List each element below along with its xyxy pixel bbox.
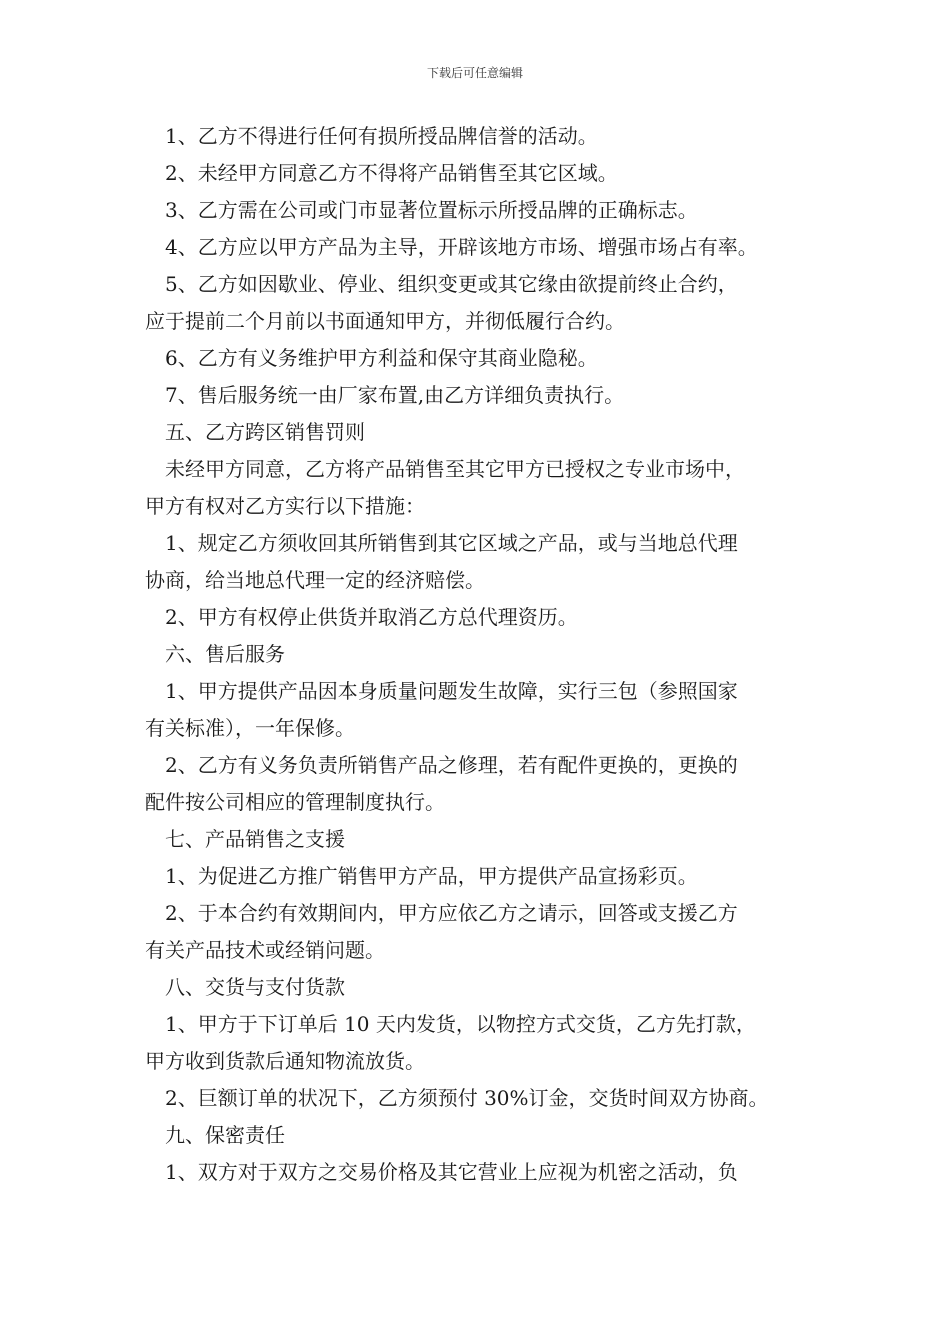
paragraph-line: 4、乙方应以甲方产品为主导，开辟该地方市场、增强市场占有率。 — [165, 235, 758, 259]
section-heading: 八、交货与支付货款 — [165, 975, 345, 999]
section-heading: 九、保密责任 — [165, 1123, 285, 1147]
paragraph-line: 有关标准），一年保修。 — [145, 716, 355, 740]
paragraph-line: 6、乙方有义务维护甲方利益和保守其商业隐秘。 — [165, 346, 598, 370]
paragraph-line: 5、乙方如因歇业、停业、组织变更或其它缘由欲提前终止合约， — [165, 272, 738, 296]
paragraph-line: 1、甲方于下订单后 10 天内发货，以物控方式交货，乙方先打款， — [165, 1012, 756, 1036]
paragraph-line: 1、为促进乙方推广销售甲方产品，甲方提供产品宣扬彩页。 — [165, 864, 698, 888]
paragraph-line: 应于提前二个月前以书面通知甲方，并彻低履行合约。 — [145, 309, 625, 333]
paragraph-line: 甲方收到货款后通知物流放货。 — [145, 1049, 425, 1073]
document-body — [145, 118, 825, 1191]
section-heading: 七、产品销售之支援 — [165, 827, 345, 851]
paragraph-line: 配件按公司相应的管理制度执行。 — [145, 790, 445, 814]
page-header: 下载后可任意编辑 — [426, 66, 523, 80]
paragraph-line: 2、乙方有义务负责所销售产品之修理，若有配件更换的，更换的 — [165, 753, 738, 777]
paragraph-line: 未经甲方同意，乙方将产品销售至其它甲方已授权之专业市场中， — [165, 457, 745, 481]
paragraph-line: 7、售后服务统一由厂家布置,由乙方详细负责执行。 — [165, 383, 625, 407]
paragraph-line: 2、甲方有权停止供货并取消乙方总代理资历。 — [165, 605, 578, 629]
paragraph-line: 甲方有权对乙方实行以下措施： — [145, 494, 425, 518]
paragraph-line: 有关产品技术或经销问题。 — [145, 938, 385, 962]
paragraph-line: 1、规定乙方须收回其所销售到其它区域之产品，或与当地总代理 — [165, 531, 738, 555]
paragraph-line: 2、未经甲方同意乙方不得将产品销售至其它区域。 — [165, 161, 618, 185]
paragraph-line: 2、于本合约有效期间内，甲方应依乙方之请示，回答或支援乙方 — [165, 901, 738, 925]
paragraph-line: 1、甲方提供产品因本身质量问题发生故障，实行三包（参照国家 — [165, 679, 738, 703]
paragraph-line: 协商，给当地总代理一定的经济赔偿。 — [145, 568, 485, 592]
paragraph-line: 1、双方对于双方之交易价格及其它营业上应视为机密之活动，负 — [165, 1160, 738, 1184]
section-heading: 六、售后服务 — [165, 642, 285, 666]
paragraph-line: 2、巨额订单的状况下，乙方须预付 30%订金，交货时间双方协商。 — [165, 1086, 769, 1110]
paragraph-line: 1、乙方不得进行任何有损所授品牌信誉的活动。 — [165, 124, 598, 148]
paragraph-line: 3、乙方需在公司或门市显著位置标示所授品牌的正确标志。 — [165, 198, 698, 222]
section-heading: 五、乙方跨区销售罚则 — [165, 420, 365, 444]
